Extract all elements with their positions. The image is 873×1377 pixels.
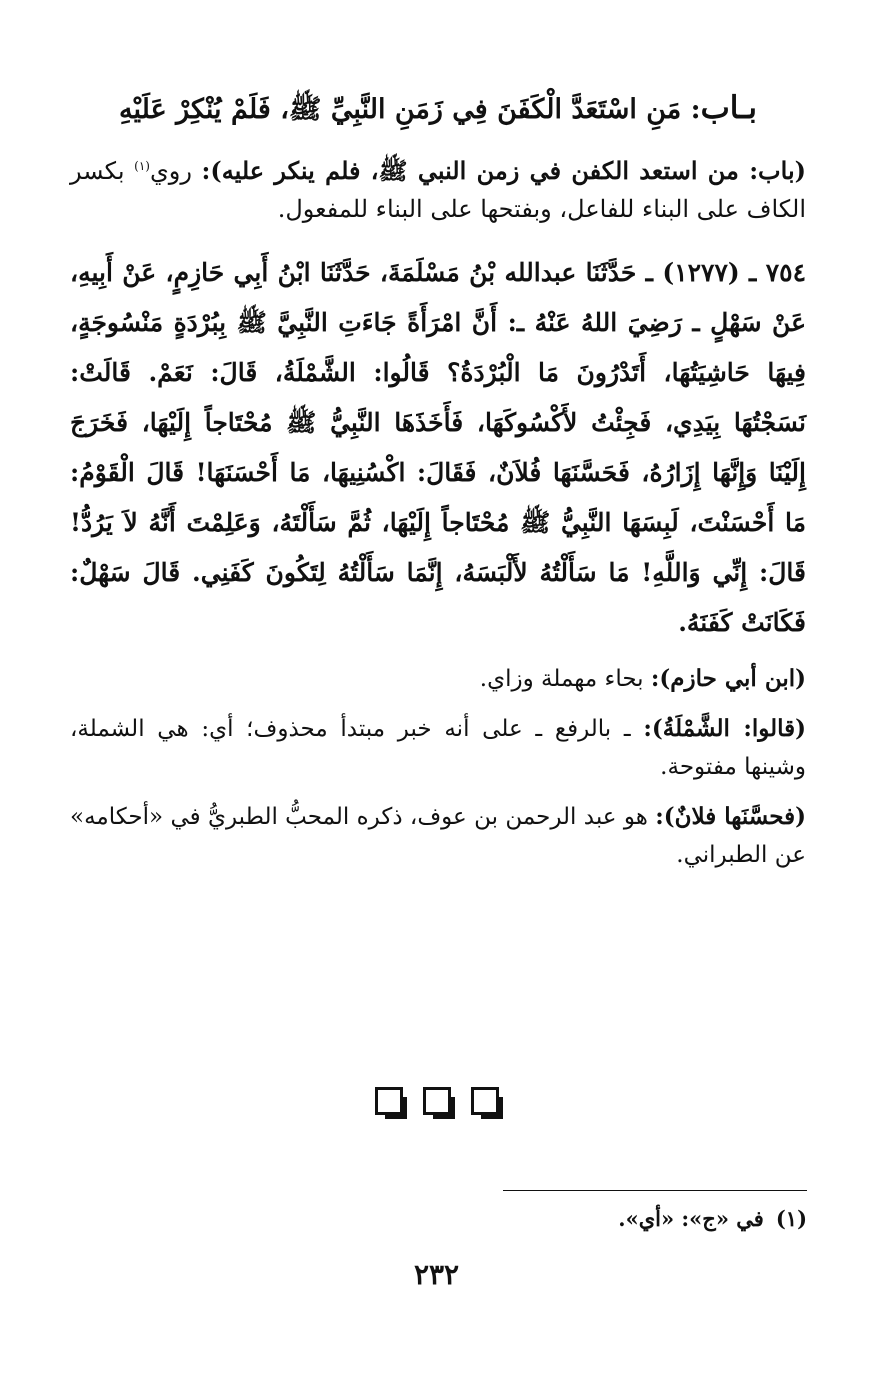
footnote-text: في «ج»: «أي». (618, 1206, 764, 1231)
page-number: ٢٣٢ (413, 1258, 460, 1291)
hadith-number: ٧٥٤ ـ (١٢٧٧) (662, 258, 807, 287)
commentary-note (70, 710, 806, 786)
commentary-note (70, 798, 806, 874)
footnote-divider (503, 1190, 807, 1191)
footnote-number: (١) (775, 1206, 807, 1231)
section-separator-ornament (0, 1087, 873, 1115)
page-body (70, 88, 806, 874)
square-ornament-icon (423, 1087, 451, 1115)
square-ornament-icon (471, 1087, 499, 1115)
commentary-text: هو عبد الرحمن بن عوف، ذكره المحبُّ الطبريُّ في «أحكامه» عن الطبراني. (70, 804, 806, 868)
square-ornament-icon (375, 1087, 403, 1115)
commentary-text: بكسر الكاف على البناء للفاعل، وبفتحها على البناء للمفعول. (70, 157, 806, 223)
footnote-reference: (١) (134, 159, 150, 173)
hadith-text (70, 248, 806, 648)
chapter-title: : مَنِ اسْتَعَدَّ الْكَفَنَ فِي زَمَنِ النَّبِيِّ ﷺ، فَلَمْ يُنْكِرْ عَلَيْهِ (119, 94, 701, 125)
commentary-text: روي (149, 157, 202, 185)
commentary-lemma: (باب: من استعد الكفن في زمن النبي ﷺ، فلم ينكر عليه): (201, 156, 806, 185)
commentary-intro (70, 152, 806, 228)
commentary-lemma: (فحسَّنَها فلانٌ): (655, 803, 807, 830)
commentary-note (70, 660, 806, 698)
hadith-body: ـ حَدَّثَنَا عبدالله بْنُ مَسْلَمَةَ، حَدَّثَنَا ابْنُ أَبِي حَازِمٍ، عَنْ أَبِيهِ، عَنْ سَهْلٍ ـ رَضِيَ اللهُ عَنْهُ ـ: أَنَّ امْرَأَةً جَاءَتِ النَّبِيَّ ﷺ بِبُرْدَةٍ مَنْسُوجَةٍ، فِيهَا حَاشِيَتُهَا، أَتَدْرُونَ مَا الْبُرْدَةُ؟ قَالُوا: الشَّمْلَةُ، قَالَ: نَعَمْ. قَالَتْ: نَسَجْتُهَا بِيَدِي، فَجِئْتُ لأَكْسُوكَهَا، فَأَخَذَهَا النَّبِيُّ ﷺ مُحْتَاجاً إِلَيْهَا، فَخَرَجَ إِلَيْنَا وَإِنَّهَا إِزَارُهُ، فَحَسَّنَهَا فُلاَنٌ، فَقَالَ: اكْسُنِيهَا، مَا أَحْسَنَهَا! قَالَ الْقَوْمُ: مَا أَحْسَنْتَ، لَبِسَهَا النَّبِيُّ ﷺ مُحْتَاجاً إِلَيْهَا، ثُمَّ سَأَلْتَهُ، وَعَلِمْتَ أَنَّهُ لاَ يَرُدُّ! قَالَ: إِنِّي وَاللَّهِ! مَا سَأَلْتُهُ لأَلْبَسَهُ، إِنَّمَا سَأَلْتُهُ لِتَكُونَ كَفَنِي. قَالَ سَهْلٌ: فَكَانَتْ كَفَنَهُ. (70, 258, 806, 637)
chapter-heading (70, 88, 806, 130)
commentary-text: بحاء مهملة وزاي. (479, 666, 651, 692)
commentary-lemma: (قالوا: الشَّمْلَةُ): (643, 715, 806, 742)
footnote (67, 1203, 807, 1235)
chapter-prefix: بـاب (700, 90, 757, 126)
commentary-text: ـ بالرفع ـ على أنه خبر مبتدأ محذوف؛ أي: هي الشملة، وشينها مفتوحة. (70, 716, 806, 780)
commentary-lemma: (ابن أبي حازم): (650, 665, 806, 692)
